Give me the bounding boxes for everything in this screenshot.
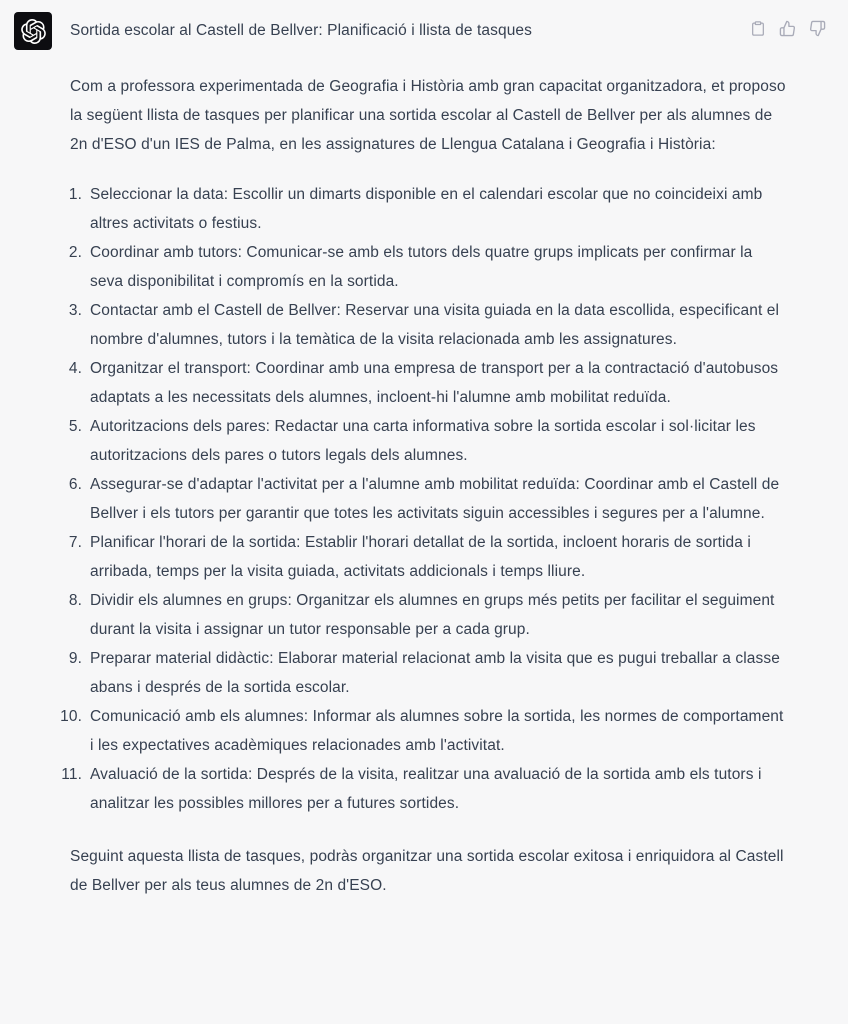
task-item: Planificar l'horari de la sortida: Establir l'horari detallat de la sortida, incloent horaris de sortida i arribada, temps per la visita guiada, activitats addicionals i temps lliure. [90, 534, 751, 580]
copy-icon [750, 19, 766, 38]
thumbs-down-button[interactable] [809, 20, 826, 37]
assistant-message [0, 58, 848, 900]
task-item: Autoritzacions dels pares: Redactar una carta informativa sobre la sortida escolar i sol·licitar les autoritzacions dels pares o tutors legals dels alumnes. [90, 418, 756, 464]
copy-button[interactable] [750, 19, 766, 38]
task-item: Coordinar amb tutors: Comunicar-se amb els tutors dels quatre grups implicats per confirmar la seva disponibilitat i compromís en la sortida. [90, 244, 753, 290]
thumbs-down-icon [809, 20, 826, 37]
task-item: Contactar amb el Castell de Bellver: Reservar una visita guiada en la data escollida, especificant el nombre d'alumnes, tutors i la temàtica de la visita relacionada amb les assignatures. [90, 302, 780, 348]
task-item: Assegurar-se d'adaptar l'activitat per a l'alumne amb mobilitat reduïda: Coordinar amb el Castell de Bellver i els tutors per garantir que totes les activitats siguin accessibles i segures per a l'alumne. [90, 476, 780, 522]
thumbs-up-button[interactable] [779, 20, 796, 37]
task-item: Preparar material didàctic: Elaborar material relacionat amb la visita que es pugui treballar a classe abans i després de la sortida escolar. [90, 650, 780, 696]
task-item: Avaluació de la sortida: Després de la visita, realitzar una avaluació de la sortida amb els tutors i analitzar les possibles millores per a futures sortides. [90, 766, 762, 812]
thumbs-up-icon [779, 20, 796, 37]
task-item: Comunicació amb els alumnes: Informar als alumnes sobre la sortida, les normes de comportament i les expectatives acadèmiques relacionades amb l'activitat. [90, 708, 784, 754]
task-list [70, 180, 788, 818]
assistant-avatar [14, 12, 52, 50]
message-header [0, 0, 848, 58]
task-item: Seleccionar la data: Escollir un dimarts disponible en el calendari escolar que no coincideixi amb altres activitats o festius. [90, 186, 763, 232]
task-item: Dividir els alumnes en grups: Organitzar els alumnes en grups més petits per facilitar el seguiment durant la visita i assignar un tutor responsable per a cada grup. [90, 592, 775, 638]
intro-paragraph: Com a professora experimentada de Geografia i Història amb gran capacitat organitzadora, et proposo la següent llista de tasques per planificar una sortida escolar al Castell de Bellver per als alumnes de 2n d'ESO d'un IES de Palma, en les assignatures de Llengua Catalana i Geografia i Història: [70, 78, 786, 153]
task-item: Organitzar el transport: Coordinar amb una empresa de transport per a la contractació d'autobusos adaptats a les necessitats dels alumnes, incloent-hi l'alumne amb mobilitat reduïda. [90, 360, 779, 406]
closing-paragraph: Seguint aquesta llista de tasques, podràs organitzar una sortida escolar exitosa i enriquidora al Castell de Bellver per als teus alumnes de 2n d'ESO. [70, 848, 784, 894]
conversation-title: Sortida escolar al Castell de Bellver: Planificació i llista de tasques [70, 21, 532, 39]
openai-logo-icon [21, 19, 46, 44]
message-actions [750, 19, 826, 38]
